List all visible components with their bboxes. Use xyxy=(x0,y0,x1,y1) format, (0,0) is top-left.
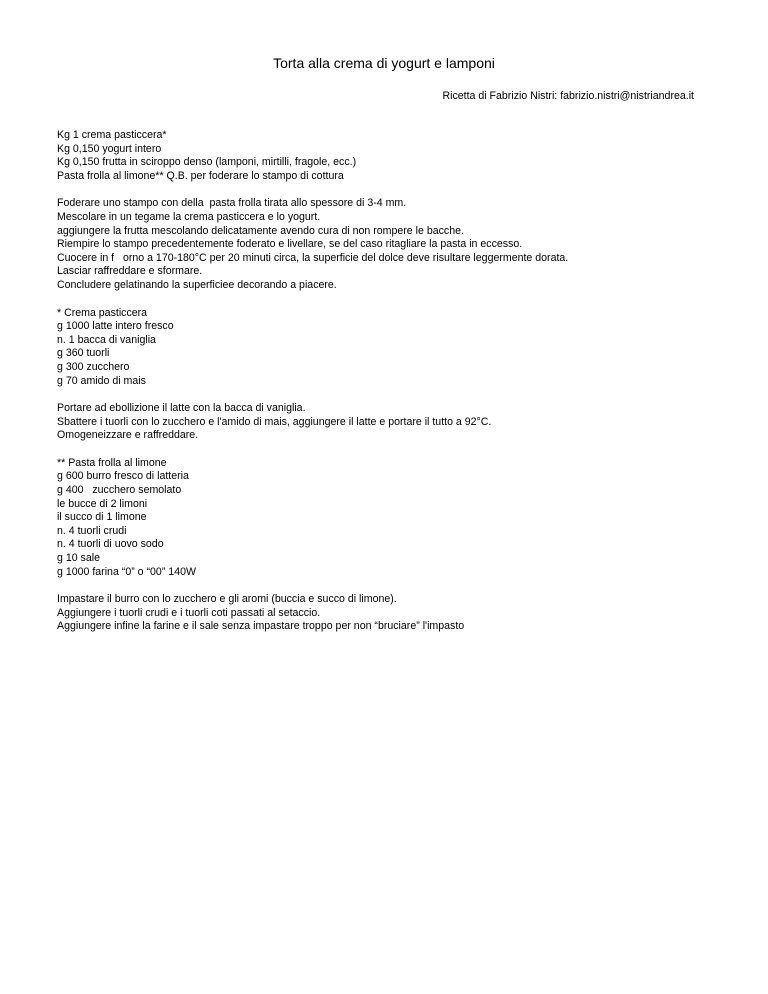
ingredient-line: Kg 0,150 yogurt intero xyxy=(57,142,162,155)
procedure-line: Concludere gelatinando la superficiee decorando a piacere. xyxy=(57,278,337,291)
procedure-line: Foderare uno stampo con della pasta frolla tirata allo spessore di 3-4 mm. xyxy=(57,197,407,210)
procedure-line: Mescolare in un tegame la crema pasticcera e lo yogurt. xyxy=(57,210,321,223)
ingredient-line: Kg 0,150 frutta in sciroppo denso (lamponi, mirtilli, fragole, ecc.) xyxy=(57,156,357,169)
frolla-procedure-line: Aggiungere i tuorli crudi e i tuorli coti passati al setaccio. xyxy=(57,606,321,619)
procedure-line: Lasciar raffreddare e sformare. xyxy=(57,265,203,278)
crema-procedure-line: Portare ad ebollizione il latte con la bacca di vaniglia. xyxy=(57,402,306,415)
frolla-heading: ** Pasta frolla al limone xyxy=(57,456,167,469)
procedure-line: Riempire lo stampo precedentemente foderato e livellare, se del caso ritagliare la pasta in eccesso. xyxy=(57,238,523,251)
procedure-line: Cuocere in f orno a 170-180°C per 20 minuti circa, la superficie del dolce deve risultare leggermente dorata. xyxy=(57,251,569,264)
frolla-ingredient-line: n. 4 tuorli di uovo sodo xyxy=(57,538,164,551)
page-title: Torta alla crema di yogurt e lamponi xyxy=(273,55,495,71)
crema-ingredient-line: g 1000 latte intero fresco xyxy=(57,320,174,333)
crema-ingredient-line: g 70 amido di mais xyxy=(57,374,146,387)
author-credit: Ricetta di Fabrizio Nistri: fabrizio.nistri@nistriandrea.it xyxy=(442,90,694,102)
frolla-ingredient-line: n. 4 tuorli crudi xyxy=(57,524,127,537)
ingredient-line: Kg 1 crema pasticcera* xyxy=(57,129,167,141)
frolla-ingredient-line: il succo di 1 limone xyxy=(57,511,147,524)
crema-ingredients-block xyxy=(57,307,737,389)
frolla-procedure-line: Aggiungere infine la farine e il sale senza impastare troppo per non “bruciare” l'impasto xyxy=(57,620,465,633)
procedure-line: aggiungere la frutta mescolando delicatamente avendo cura di non rompere le bacche. xyxy=(57,224,464,237)
frolla-ingredient-line: g 1000 farina “0” o “00” 140W xyxy=(57,565,196,578)
frolla-ingredient-line: le bucce di 2 limoni xyxy=(57,497,148,510)
frolla-procedure-line: Impastare il burro con lo zucchero e gli aromi (buccia e succo di limone). xyxy=(57,593,397,606)
crema-procedure-line: Omogeneizzare e raffreddare. xyxy=(57,429,199,442)
crema-ingredient-line: n. 1 bacca di vaniglia xyxy=(57,333,156,346)
frolla-ingredients-block xyxy=(57,457,737,579)
frolla-ingredient-line: g 400 zucchero semolato xyxy=(57,484,182,497)
frolla-procedure-block xyxy=(57,593,737,634)
ingredient-line: Pasta frolla al limone** Q.B. per foderare lo stampo di cottura xyxy=(57,169,344,182)
crema-procedure-line: Sbattere i tuorli con lo zucchero e l'amido di mais, aggiungere il latte e portare il tutto a 92°C. xyxy=(57,415,492,428)
frolla-ingredient-line: g 600 burro fresco di latteria xyxy=(57,470,189,483)
procedure-block xyxy=(57,197,737,292)
crema-ingredient-line: g 300 zucchero xyxy=(57,360,130,373)
recipe-content xyxy=(57,129,737,648)
ingredients-block xyxy=(57,129,737,183)
crema-procedure-block xyxy=(57,402,737,443)
frolla-ingredient-line: g 10 sale xyxy=(57,552,100,565)
crema-ingredient-line: g 360 tuorli xyxy=(57,347,110,360)
crema-heading: * Crema pasticcera xyxy=(57,306,148,319)
